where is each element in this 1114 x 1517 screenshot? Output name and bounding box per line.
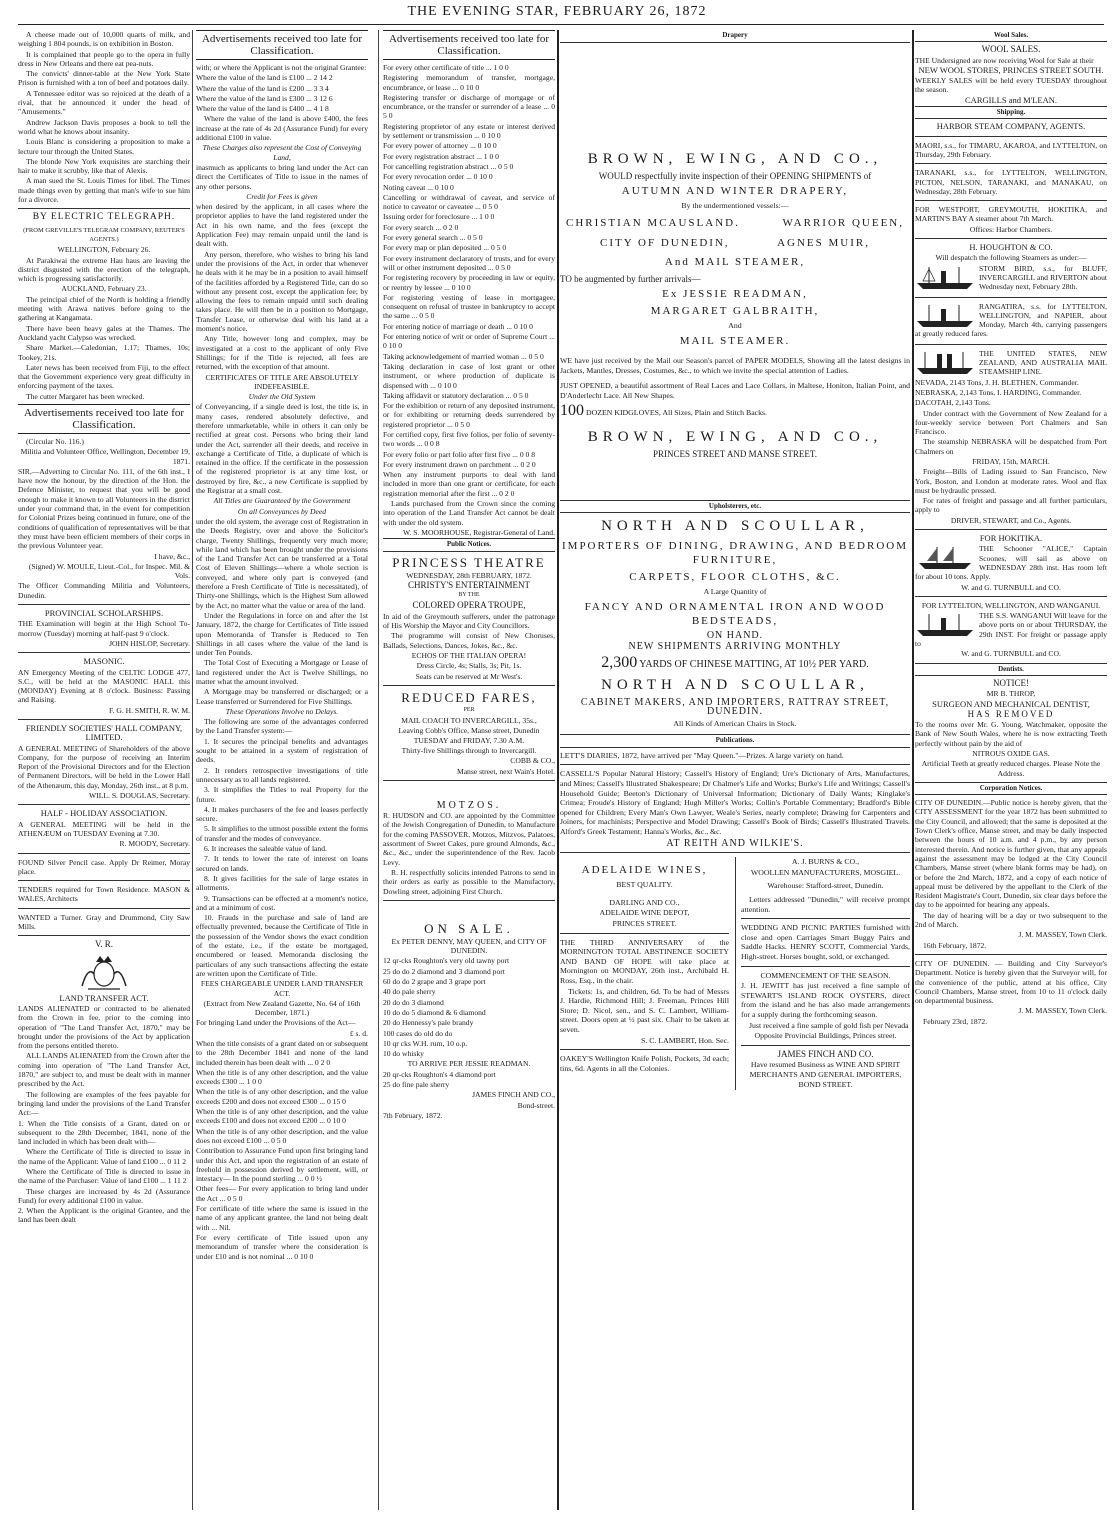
ad-body: R. H. respectfully solicits intended Patrons to send in their orders as early as possible to the Manufactory, Dowling street, adjoining First Church. — [383, 867, 555, 896]
subhead: These Charges also represent the Cost of Conveying Land, — [202, 143, 362, 162]
ad-line: WOULD respectfully invite inspection of their OPENING SHIPMENTS of — [598, 170, 872, 181]
ad-body: THE Schooner "ALICE," Captain Scoones, will sail as above on WEDNESDAY 28th inst. Has room left for about 10 tons. Apply. — [915, 544, 1107, 582]
list-item: 7. It tends to lower the rate of interest on loans secured on lands. — [196, 854, 368, 873]
dateline: AUCKLAND, February 23. — [61, 284, 147, 294]
fee-row: For registering vesting of lease in mortgagee, consequent on refusal of trustee in bankruptcy to accept the same ... 0 5 0 — [383, 292, 555, 321]
ad-body: The following are some of the advantages conferred by the Land Transfer system:— — [196, 717, 368, 736]
ad-body: Where the Certificate of Title is directed to issue in the name of the Purchaser: Value of land £100 ... 1 11 2 — [18, 1166, 190, 1186]
list-item: 10 qr cks W.H. rum, 10 o.p. — [383, 1038, 468, 1048]
ad-body: AN Emergency Meeting of the CELTIC LODGE 477, S.C., will be held at the MASONIC HALL this (MONDAY) Evening at 8 o'clock. Business: Passing and Raising. — [18, 667, 190, 705]
ad-body: WE have just received by the Mail our Season's parcel of PAPER MODELS, Showing all the latest designs in Jackets, Mantles, Dresses, Costumes, &c., to which we invite the special attention of Ladies. — [560, 355, 910, 375]
ad-signature: CARGILLS and M'LEAN. — [965, 94, 1057, 105]
ad-signature: R. MOODY, Secretary. — [119, 839, 190, 849]
list-item: 100 cases do old do do — [383, 1028, 453, 1038]
ad-body: of Conveyancing, if a single deed is lost, the title is, in many cases, rendered absolutely defective, and therefore unmarketable, while in others it can only be rectified at great cost. Persons who bring their land under the Act, surrender all their deeds, and receive in exchange a Certificate of Title, a duplicate of which is retained in the office. If the certificate in the possession of the registered proprietor is at any time lost, or destroyed by fire, &c., a new Certificate is supplied by the Registrar at a small cost. — [196, 402, 368, 496]
ad-signature: J. M. MASSEY, Town Clerk. — [1018, 1006, 1107, 1016]
list-item: 60 do do 2 grape and 3 grape port — [383, 977, 486, 987]
ad-title: ON SALE. — [424, 920, 514, 936]
fee-row: Noting caveat ... 0 10 0 — [383, 182, 454, 192]
ad-line: SURGEON AND MECHANICAL DENTIST, — [932, 698, 1090, 709]
ship-name: AGNES MUIR, — [777, 236, 870, 249]
list-item: 3. It simplifies the Titles to real Property for the future. — [196, 785, 368, 804]
subhead: On all Conveyances by Deed — [237, 506, 327, 516]
firm-address: PRINCES STREET AND MANSE STREET. — [653, 448, 817, 459]
ad-title: AUTUMN AND WINTER DRAPERY, — [621, 185, 849, 198]
ad-signature: J. M. MASSEY, Town Clerk. — [1018, 930, 1107, 940]
list-item: 10. Frauds in the purchase and sale of land are effectually prevented, because the Certificate of Title in the possession of the Vendor shows the exact condition of the estate, i.e., if the estate be mortgaged, encumbered or leased. Memoranda disclosing the particulars of any such transactions affecting the estate are written upon the Certificate of Title. — [196, 913, 368, 978]
ad-body: JUST OPENED, a beautiful assortment of Real Laces and Lace Collars, in Maltese, Honiton, Italian Point, and D'Anderlecht Lace. All New Shapes. — [560, 381, 910, 400]
list-item: 20 qr-cks Roughton's 4 diamond port — [383, 1069, 496, 1079]
fee-row: When the title is of any other description, and the value does not exceed £100 ... 0 5 0 — [196, 1126, 368, 1145]
ad-body: Tickets: 1s, and children, 6d. To be had of Messrs J. Hardie, Richmond Hill; J. Freeman, Princes Hill Store; D. Nicol, sen., and S. C. Lambert, William-street. Doors open at ½ past six. Chair to be taken at seven. — [560, 986, 729, 1034]
column-3 — [383, 30, 555, 1121]
firm-name: JAMES FINCH AND CO. — [777, 1048, 874, 1059]
fee-row: Registering transfer or discharge of mortgage or of encumbrance, or the transfer or surrender of a lease ... 0 5 0 — [383, 92, 555, 121]
ship-name: Ex JESSIE READMAN, — [662, 288, 808, 301]
ad-body: The Total Cost of Executing a Mortgage or Lease of land registered under the Act is Twelve Shillings, no matter what the amount involved. — [196, 658, 368, 686]
list-item: 20 do do 3 diamond — [383, 997, 444, 1007]
news-item: There have been heavy gales at the Thames. The Auckland yacht Calypso was wrecked. — [18, 323, 190, 342]
ship-name: WARRIOR QUEEN, — [782, 216, 904, 229]
steamer-icon — [915, 265, 975, 291]
ad-body: Any person, therefore, who wishes to bring his land under the provisions of the Act, in order that whenever he deals with it he may be in a position to avail himself of the facilities afforded by a Registered Title, can do so without any present cost, except the application fee; by allowing the fees to remain unpaid until such dealing takes place. He will then be in a position to Mortgage, Transfer Lease, or otherwise deal with his land at a moment's notice. — [196, 249, 368, 334]
list-item: 25 do do 2 diamond and 3 diamond port — [383, 966, 505, 976]
ad-body: LETT'S DIARIES, 1872, have arrived per "May Queen."—Prizes. A large variety on hand. — [560, 750, 844, 760]
section-header: Public Notices. — [383, 538, 555, 551]
ad-title: PROVINCIAL SCHOLARSHIPS. — [44, 608, 164, 619]
ad-line: Seats can be reserved at Mr West's. — [415, 671, 523, 681]
fee-row: For the exhibition or return of any deposited instrument, or for exhibiting or returning deeds surrendered by registered proprietor ... 0 5 0 — [383, 401, 555, 429]
list-item: 10 do whisky — [383, 1049, 424, 1059]
ad-body: For rates of freight and passage and all further particulars, apply to — [915, 496, 1107, 515]
fee-row: Taking declaration in case of lost grant or other instrument, or where production of duplicate is dispensed with ... 0 10 0 — [383, 361, 555, 390]
fee-row: For every instrument drawn on parchment ... 0 2 0 — [383, 459, 536, 469]
ad-body: A Mortgage may be transferred or discharged; or a Lease transferred or Surrendered for Five Shillings. — [196, 687, 368, 706]
ad-signature: S. C. LAMBERT, Hon. Sec. — [641, 1035, 729, 1045]
wine-list — [383, 956, 555, 1058]
ad-date: 16th February, 1872. — [923, 940, 987, 950]
steamer-icon — [915, 350, 975, 376]
ad-line: PRINCES STREET. — [612, 919, 677, 928]
column-divider — [557, 30, 559, 1510]
firm-name: NORTH AND SCOULLAR, — [601, 676, 869, 693]
list-item: 4. It makes purchasers of the fee and leases perfectly secure. — [196, 804, 368, 824]
royal-crest-icon — [74, 952, 134, 992]
fee-row: Issuing order for foreclosure ... 1 0 0 — [383, 212, 495, 222]
ad-body: MAORI, s.s., for TIMARU, AKAROA, and LYTTELTON, on Thursday, 29th February. — [915, 140, 1107, 159]
ad-line: Opposite Provincial Buildings, Princes street. — [754, 1031, 897, 1041]
ad-line: TO be augmented by further arrivals— — [560, 273, 701, 284]
ad-line: ADELAIDE WINE DEPOT, — [599, 908, 690, 918]
list-item: 6. It increases the saleable value of land. — [204, 844, 327, 854]
news-item: Share Market.—Caledonian, 1.17; Thames, 10s; Tookey, 21s. — [18, 343, 190, 362]
subhead: CERTIFICATES OF TITLE ARE ABSOLUTELY INDEFEASIBLE. — [205, 372, 359, 391]
list-item: 25 do fine pale sherry — [383, 1080, 450, 1090]
quantity: 100 — [560, 402, 584, 420]
ad-title: CARPETS, FLOOR CLOTHS, &C. — [629, 571, 841, 584]
ad-line: Ex PETER DENNY, MAY QUEEN, and CITY OF DUNEDIN. — [391, 936, 547, 956]
ad-line: NEBRASKA, 2,143 Tons, I. HARDING, Commander. — [915, 387, 1082, 397]
ad-body: TARANAKI, s.s., for LYTTELTON, WELLINGTON, PICTON, NELSON, TARANAKI, and MANAKAU, on Wednesday, 28th February. — [915, 168, 1107, 196]
ad-body: when desired by the applicant, in all cases where the proprietor applies to have the land registered under the Act in his own name, and the fees (except the Application Fee) may remain unpaid until the land is dealt with. — [196, 202, 368, 249]
ad-line: I have, &c., — [154, 551, 190, 561]
list-item: 20 do Hennessy's pale brandy — [383, 1018, 474, 1028]
ad-line: YARDS OF CHINESE MATTING, AT 10½ PER YARD. — [639, 658, 869, 670]
subhead: These Operations Involve no Delays. — [225, 706, 339, 716]
list-item: 40 do pale sherry — [383, 987, 436, 997]
fee-row: Where the value of the land is £300 ... 3 12 6 — [196, 93, 333, 103]
ad-body: ALL LANDS ALIENATED from the Crown after the coming into operation of "The Land Transfer Act, 1870," are subject to, and must be dealt with in manner prescribed by the Act. — [18, 1051, 190, 1089]
ad-signature: F. G. H. SMITH, R. W. M. — [108, 705, 190, 715]
fee-row: When the title is of any other description, and the value exceeds £100 and does not exceed £200 ... 0 10 0 — [196, 1107, 368, 1126]
ad-title: WOOLLEN MANUFACTURERS, MOSGIEL. — [750, 867, 901, 877]
ad-body: CITY OF DUNEDIN. — Building and City Surveyor's Department. Notice is hereby given that the Surveyor will, for the convenience of the public, attend at his office, City Council Chambers, Manse street, from 10 to 11 o'clock daily on departmental business. — [915, 958, 1107, 1006]
ad-title: REDUCED FARES, — [401, 689, 537, 705]
ad-line: DACOTAH, 2,143 Tons. — [915, 398, 991, 408]
dateline: WELLINGTON, February 26. — [57, 245, 151, 255]
news-item: A cheese made out of 10,000 quarts of milk, and weighing 1 804 pounds, is on exhibition in Boston. — [18, 30, 190, 49]
fee-row: For every folio or part folio after first five ... 0 0 8 — [383, 449, 536, 459]
ad-body: The following are examples of the fees payable for bringing land under the provisions of the Land Transfer Act:— — [18, 1089, 190, 1118]
ad-body: WEDDING AND PICNIC PARTIES furnished with close and open Carriages Smart Buggy Pairs and Saddle Hacks. HENRY SCOTT, Commercial Yards, High-street. Horses bought, sold, or exchanged. — [741, 923, 910, 961]
ad-body: Just received a fine sample of gold fish per Nevada — [749, 1020, 909, 1030]
ad-title: FOR LYTTELTON, WELLINGTON, AND WANGANUI. — [921, 600, 1101, 610]
ad-body: These charges are increased by 4s 2d (Assurance Fund) for every additional £100 in value. — [18, 1186, 190, 1205]
list-item: 8. It gives facilities for the sale of large estates in allotments. — [196, 873, 368, 893]
ad-line: BY THE — [458, 592, 480, 599]
ad-line: DARLING AND CO., — [609, 897, 680, 907]
ad-body: To the rooms over Mr. G. Young, Watchmaker, opposite the Bank of New South Wales, where he is now extracting Teeth perfectly without pain by the aid of — [915, 720, 1107, 748]
fee-row: For every general search ... 0 5 0 — [383, 233, 483, 243]
fee-row: Taking affidavit or statutory declaration ... 0 5 0 — [383, 390, 529, 400]
ad-body: TENDERS required for Town Residence. MASON & WALES, Architects — [18, 885, 190, 904]
ad-signature: W. and G. TURNBULL and CO. — [961, 649, 1061, 659]
ad-body: STORM BIRD, s.s., for BLUFF, INVERCARGILL and RIVERTON about Wednesday next, February 28th. — [979, 263, 1107, 292]
ad-body: Letters addressed "Dunedin," will receive prompt attention. — [741, 895, 910, 914]
ad-line: NITROUS OXIDE GAS. — [972, 749, 1050, 758]
column-4 — [560, 30, 910, 1090]
ad-body: J. H. JEWITT has just received a fine sample of STEWART'S ISLAND ROCK OYSTERS, direct from the island and he has also made arrangements for a supply during the forthcoming season. — [741, 981, 910, 1019]
fee-row: For every registration abstract ... 1 0 0 — [383, 151, 499, 161]
column-2 — [196, 30, 368, 1262]
ad-line: MAIL COACH TO INVERCARGILL, 35s., — [401, 716, 537, 726]
ad-body: 2. When the Applicant is the original Grantee, and the land has been dealt — [18, 1206, 190, 1225]
ad-date: February 23rd, 1872. — [923, 1016, 988, 1026]
ad-line: (Circular No. 116.) — [26, 436, 84, 446]
ad-line: NEW WOOL STORES, PRINCES STREET SOUTH. — [918, 64, 1104, 75]
ad-line: NEVADA, 2143 Tons, J. H. BLETHEN, Commander. — [915, 377, 1079, 387]
ad-body: RANGATIRA, s.s. for LYTTELTON, WELLINGTON, and NAPIER, about Monday, March 4th, carrying passengers at greatly reduced fares. — [915, 301, 1107, 339]
ad-body: CASSELL'S Popular Natural History; Cassell's History of England; Ure's Dictionary of Arts, Manufactures, and Mines; Cassell's Illustrated Shakespeare; Dr Chalmer's Life and Works; Burke's Life and Writings; Cassell's Household Guide; Beeton's Dictionary of Universal Information; Dictionary of Daily Wants; Kinglake's Crimea; Froude's History of England; Hugh Miller's Works; Collin's Portable Commentary; Bradford's Bible opened for Children; Every Man's Own Lawyer, Weale's Series, nearly complete; Drawing for Carpenters and Joiners, for machinists; Perspective and Model Drawing; Cassell's Book of Birds; Cassell's Illustrated Travels. Alford's Greek Testament; Hanna's Works, &c., &c. — [560, 769, 910, 837]
fee-row: Taking acknowledgement of married woman ... 0 5 0 — [383, 351, 544, 361]
ad-signature: JAMES FINCH AND CO., — [472, 1090, 555, 1100]
ad-line: Offices: Harbor Chambers. — [969, 224, 1053, 234]
ad-line: MR B. THROP, — [986, 689, 1036, 699]
ad-line: The Officer Commanding Militia and Volunteers, Dunedin. — [18, 581, 190, 600]
ad-title: MOTZOS. — [436, 799, 502, 811]
fee-row: Registering memorandum of transfer, mortgage, encumbrance, or lease ... 0 10 0 — [383, 73, 555, 92]
firm-name: BROWN, EWING, AND CO., — [587, 428, 883, 445]
ad-body: The day of hearing will be a day or two subsequent to the 2nd of March. — [915, 910, 1107, 930]
list-item: 5. It simplifies to the utmost possible extent the forms of transfer and the modes of conveyance. — [196, 824, 368, 843]
fee-row: When the title is of any other description, and the value exceeds £300 ... 1 0 0 — [196, 1067, 368, 1087]
fee-row: For every power of attorney ... 0 10 0 — [383, 141, 497, 151]
fee-row: Registering proprietor of any estate or interest derived by settlement or transmission ... 0 10 0 — [383, 121, 555, 141]
fee-row: When the title consists of a grant dated on or subsequent to the 28th December 1841 and none of the land included therein has been dealt with ... 0 2 0 — [196, 1038, 368, 1067]
ad-line: A Large Quantity of — [703, 587, 767, 597]
list-item: 1. It secures the principal benefits and advantages sought to be attained in a system of registration of deeds. — [196, 736, 368, 765]
fee-row: For every revocation order ... 0 10 0 — [383, 172, 493, 182]
ad-body: A GENERAL MEETING of Shareholders of the above Company, for the purpose of receiving an Interim Report of the Provisional Directors and for the Election of Permanent Directors, will be held in the Lower Hall of the Athenæum, this day, Monday, 26th inst., at 8 p.m. — [18, 743, 190, 790]
royal-cypher: V. R. — [94, 939, 114, 950]
ad-body: FOR WESTPORT, GREYMOUTH, HOKITIKA, and MARTIN'S BAY A steamer about 7th March. — [915, 205, 1107, 224]
section-header: Advertisements received too late for Classification. — [383, 30, 555, 60]
ad-line: DOZEN KIDGLOVES, All Sizes, Plain and Stitch Backs. — [585, 408, 767, 418]
section-header: Wool Sales. — [915, 30, 1107, 42]
fee-row: For every instrument declaratory of trusts, and for every will or other instrument deposited ... 0 5 0 — [383, 253, 555, 272]
ad-line: ON HAND. — [706, 629, 764, 641]
fee-row: For entering notice of marriage or death ... 0 10 0 — [383, 321, 533, 331]
ad-body: THE THIRD ANNIVERSARY of the MORNINGTON TOTAL ABSTINENCE SOCIETY AND BAND OF HOPE will take place at Mornington on MONDAY, 26th inst., Archibald H. Ross, Esq., in the chair. — [560, 937, 729, 985]
ad-title: ADELAIDE WINES, — [581, 864, 708, 877]
ad-body: In aid of the Greymouth sufferers, under the patronage of His Worship the Mayor and City Councillors. — [383, 611, 555, 631]
steamer-icon — [915, 303, 975, 329]
fee-row: When any instrument purports to deal with land included in more than one grant or certificate, for each registration memorial after the first ... 0 2 0 — [383, 470, 555, 498]
fee-row: For every certificate of Title issued upon any memorandum of transfer where the consideration is under £10 and is not nominal ... 0 10 0 — [196, 1232, 368, 1261]
ad-body: FOUND Silver Pencil case. Apply Dr Reimer, Moray place. — [18, 857, 190, 876]
ad-body: OAKEY'S Wellington Knife Polish, Pockets, 3d each; tins, 6d. Agents in all the Colonies. — [560, 1054, 729, 1073]
section-header: Corporation Notices. — [915, 782, 1107, 795]
quantity: 2,300 — [601, 653, 638, 671]
subhead: Credit for Fees is given — [246, 191, 318, 201]
fee-row: For entering notice of writ or order of Supreme Court ... 0 10 0 — [383, 332, 555, 351]
list-item: 2. It renders retrospective investigations of title unnecessary as to all lands registered. — [196, 765, 368, 784]
ad-body: CITY OF DUNEDIN.—Public notice is hereby given, that the CITY ASSESSMENT for the year 1872 has been submitted to the City Council, and allowed; that the same is deposited at the Town Clerk's office, Manse street, and may be daily inspected between the hours of 10 a.m. and 4 p.m., by any person interested therein. And notice is further given, that any appeals against the assessment may be lodged at the City Council Chambers, Manse street (where blank forms may be had), on or before the 2nd March, 1872, and a copy of each notice of appeal must be delivered by the appellant to the Clerk of the Resident Magistrate's Court, Dunedin, six clear days before the day to be appointed for hearing any appeals. — [915, 798, 1107, 910]
ad-body: The steamship NEBRASKA will be despatched from Port Chalmers on — [915, 437, 1107, 456]
ad-signature: W. S. MOORHOUSE, Registrar-General of Land. — [402, 527, 555, 537]
ad-line: Leaving Cobb's Office, Manse street, Dunedin TUESDAY and FRIDAY, 7.30 A.M. — [398, 726, 540, 745]
ad-line: Thirty-five Shillings through to Invercargill. — [401, 746, 537, 755]
ad-body: under the old system, the average cost of Registration in the Deeds Registry, over and above the Solicitor's charge, Twenty Shillings, frequently very much more; while land which has been brought under the provisions of the Land Transfer Act can be transferred at a Total Cost of Eleven Shillings—where a whole section is conveyed, and where only part is conveyed (and therefore a Fresh Certificate of Title is necessitated), of Thirty-one Shillings, which is the Highest Sum allowed by the Act, no matter what the value or area of the land. — [196, 516, 368, 610]
ship-name: CITY OF DUNEDIN, — [600, 236, 730, 249]
fee-row: Cancelling or withdrawal of caveat, and service of notice to caveator or caveatee ... 0 5 0 — [383, 192, 555, 212]
ad-signature: DRIVER, STEWART, and Co., Agents. — [950, 515, 1072, 525]
ad-signature: AT REITH AND WILKIE'S. — [666, 837, 804, 849]
ad-title: FOR HOKITIKA. — [979, 533, 1043, 544]
ad-date: 7th February, 1872. — [383, 1110, 443, 1120]
fee-row: Contribution to Assurance Fund upon first bringing land under this Act, and upon the registration of an estate of freehold in possession derived by settlement, will, or intestacy— In the pound sterling ... 0 0 ½ — [196, 1146, 368, 1184]
ad-body: Under the Regulations in force on and after the 1st January, 1872, the charge for Certificates of Title issued upon Memoranda of Transfer is Reduced to Ten Shillings in all cases where the value of the land is under Ten Pounds. — [196, 610, 368, 658]
ad-title: IMPORTERS OF DINING, DRAWING, AND BEDROOM FURNITURE, — [562, 540, 908, 567]
fee-row: Other fees— For every application to bring land under the Act ... 0 5 0 — [196, 1184, 368, 1203]
news-item: A man sued the St. Louis Times for libel. The Times made things even by getting that man's wife to sue him for a divorce. — [18, 176, 190, 205]
section-header: Advertisements received too late for Classification. — [18, 404, 190, 434]
ad-body: WANTED a Turner. Gray and Drummond, City Saw Mills. — [18, 912, 190, 932]
top-rule — [18, 24, 1104, 25]
news-item: Louis Blanc is considering a proposition to make a lecture tour through the United States. — [18, 137, 190, 156]
fee-row: Where the value of the land is £100 ... 2 14 2 — [196, 73, 333, 83]
ad-line: BEST QUALITY. — [616, 880, 673, 890]
ad-body: Have resumed Business as WINE AND SPIRIT MERCHANTS AND GENERAL IMPORTERS, BOND STREET. — [749, 1060, 902, 1089]
fee-row: For every other certificate of title ... 1 0 0 — [383, 63, 509, 72]
fee-row: When the title is of any other description, and the value exceeds £200 and does not exceed £300 ... 0 15 0 — [196, 1087, 368, 1106]
section-header: Upholsterers, etc. — [560, 500, 910, 514]
ad-line: FRIDAY, 15th, MARCH. — [972, 456, 1050, 466]
firm-name: BROWN, EWING, AND CO., — [587, 150, 883, 167]
ad-line: Dress Circle, 4s; Stalls, 3s; Pit, 1s. — [416, 661, 522, 671]
steamer-icon — [915, 612, 975, 638]
subhead: Under the Old System — [248, 392, 316, 402]
news-item: Later news has been received from Fiji, to the effect that the Government experience very great difficulty in enforcing payment of the taxes. — [18, 362, 190, 391]
ad-line: Will despatch the following Steamers as under:— — [935, 253, 1087, 263]
news-item: At Parakiwai the extreme Hau haus are leaving the district disgusted with the erection of the telegraph, which is progressing satisfactorily. — [18, 255, 190, 284]
list-item: 10 do do 5 diamond & 6 diamond — [383, 1007, 486, 1017]
ad-line: PER — [463, 706, 475, 713]
firm-name: NORTH AND SCOULLAR, — [601, 518, 869, 535]
ad-line: Manse street, next Wain's Hotel. — [456, 766, 555, 776]
section-header: Advertisements received too late for Classification. — [196, 30, 368, 60]
section-header: Dentists. — [915, 663, 1107, 676]
ad-body: THE Examination will begin at the High School To-morrow (Tuesday) morning at half-past 9 o'clock. — [18, 619, 190, 638]
subhead: All Titles are Guaranteed by the Government — [213, 496, 351, 506]
section-header: Publications. — [560, 734, 910, 748]
column-5 — [915, 30, 1107, 1027]
fee-row: For certificate of title where the same is issued in the name of any applicant grantee, the land not being dealt with ... Nil. — [196, 1204, 368, 1232]
ad-line: TO ARRIVE PER JESSIE READMAN. — [407, 1059, 531, 1069]
news-item: Andrew Jackson Davis proposes a book to tell the world what he knows about insanity. — [18, 117, 190, 136]
ship-name: And MAIL STEAMER, — [664, 255, 806, 268]
section-header: Shipping. — [915, 106, 1107, 119]
list-item: 12 qr-cks Roughton's very old tawny port — [383, 956, 510, 966]
telegraph-source: (FROM GREVILLE'S TELEGRAM COMPANY, REUTER'S AGENTS.) — [23, 226, 185, 243]
news-item: The convicts' dinner-table at the New York State Prison is furnished with a ton of beef and potatoes daily. — [18, 69, 190, 88]
column-divider — [378, 30, 379, 1510]
news-item: The cutter Margaret has been wrecked. — [26, 391, 145, 401]
ad-line: And — [728, 321, 742, 331]
ad-signature: WILL. S. DOUGLAS, Secretary. — [89, 791, 190, 801]
ad-line: Bond-street. — [517, 1100, 555, 1110]
ad-signature: COBB & CO., — [510, 756, 555, 766]
ad-body: The programme will consist of New Choruses, Ballads, Selections, Dances, Jokes, &c., &c. — [383, 631, 555, 650]
ad-title: NOTICE! — [993, 677, 1029, 688]
ad-line: Warehouse: Stafford-street, Dunedin. — [767, 881, 884, 891]
ad-body: THE S.S. WANGANUI Will leave for the above ports on or about THURSDAY, the 29th INST. For freight or passage apply to — [915, 611, 1107, 649]
ad-line: (Extract from New Zealand Gazette, No. 64 of 16th December, 1871.) — [203, 998, 361, 1018]
ad-line: COLORED OPERA TROUPE, — [412, 600, 526, 611]
ad-title: MASONIC. — [83, 656, 125, 667]
schooner-icon — [915, 545, 975, 571]
ad-title: FRIENDLY SOCIETIES' HALL COMPANY, LIMITED. — [25, 723, 183, 743]
ad-body: LANDS ALIENATED or contracted to be alienated from the Crown in fee, prior to the coming into operation of "The Land Transfer Act, 1870," may be brought under the provisions of the Act by application from the persons entitled thereto. — [18, 1003, 190, 1051]
ship-name: MARGARET GALBRAITH, — [650, 305, 820, 318]
ad-body: 1. When the Title consists of a Grant, dated on or subsequent to the 28th December, 1841, none of the land included in which has been dealt with— — [18, 1118, 190, 1147]
ad-body: SIR,—Adverting to Circular No. 111, of the 6th inst., I have now the honour, by the direction of the Hon. the Defence Minister, to request that you will be good enough to make it known to all Volunteers in the district under your command that, in the event for competition for Colonial Prizes being continued in future, one of the conditions of qualification of representatives will be that they must have been efficient members of their corps in the previous Volunteer year. — [18, 466, 190, 551]
firm-address: CABINET MAKERS, AND IMPORTERS, RATTRAY STREET, DUNEDIN. — [580, 696, 890, 718]
section-header: Drapery — [560, 30, 910, 43]
ad-title: FANCY AND ORNAMENTAL IRON AND WOOD BEDSTEADS, — [584, 600, 886, 627]
ad-title: HARBOR STEAM COMPANY, AGENTS. — [936, 121, 1086, 132]
list-item: 9. Transactions can be effected at a moment's notice, and at a minimum of cost. — [196, 893, 368, 912]
firm-name: A. J. BURNS & CO., — [791, 857, 860, 867]
column-1 — [18, 30, 190, 1226]
masthead: THE EVENING STAR, FEBRUARY 26, 1872 — [407, 4, 707, 19]
ad-body: THE Undersigned are now receiving Wool for Sale at their — [915, 55, 1094, 65]
column-divider — [912, 30, 914, 1510]
ship-name: CHRISTIAN MCAUSLAND. — [566, 216, 740, 229]
firm-name: H. HOUGHTON & CO. — [969, 242, 1053, 253]
fee-row: For every search ... 0 2 0 — [383, 222, 459, 232]
ad-body: Freight—Bills of Lading issued to San Francisco, New York, Boston, and London at moderate rates. Wool and flax must be hydraulic pressed. — [915, 467, 1107, 495]
ad-title: LAND TRANSFER ACT. — [59, 992, 149, 1003]
fee-row: For certified copy, first five folios, per folio of seventy-two words ... 0 0 8 — [383, 429, 555, 449]
fee-row: Where the value of the land is £400 ... 4 1 8 — [196, 104, 329, 114]
right-subcolumn — [735, 857, 910, 1090]
ad-title: HALF - HOLIDAY ASSOCIATION. — [40, 808, 168, 819]
news-item: The blonde New York exquisites are starching their hair to make it scrubby, like that of Alexis. — [18, 156, 190, 176]
ad-title: PRINCESS THEATRE — [392, 554, 546, 570]
ad-body: Where the Certificate of Title is directed to issue in the name of the Applicant: Value of land £100 ... 0 11 2 — [18, 1147, 190, 1166]
ad-body: A GENERAL MEETING will be held in the ATHENÆUM on TUESDAY Evening at 7.30. — [18, 819, 190, 838]
news-item: A Tennessee editor was so rejoiced at the death of a rival, that he announced it under the head of "Amusements." — [18, 88, 190, 117]
column-divider — [192, 30, 193, 1510]
ad-body: Lands purchased from the Crown since the coming into operation of the Land Transfer Act cannot be dealt with under the old system. — [383, 499, 555, 527]
news-item: The principal chief of the North is holding a friendly meeting with Arawa natives before going to the gathering at Kangamata. — [18, 294, 190, 323]
ad-line: NEW SHIPMENTS ARRIVING MONTHLY — [628, 641, 842, 653]
fee-row: Where the value of the land is £200 ... 3 3 4 — [196, 83, 329, 93]
ad-title: WOOL SALES. — [981, 44, 1041, 55]
ad-signature: W. and G. TURNBULL and CO. — [961, 582, 1061, 592]
ad-body: Any Title, however long and complex, may be investigated at a cost to the applicant of only Five Shillings; for if the Title is rejected, all fees are returned, with the exception of that amount. — [196, 334, 368, 372]
news-item: It is complained that people go to the opera in fully dress in New Orleans and there eat pea-nuts. — [18, 49, 190, 68]
ad-line: ECHOS OF THE ITALIAN OPERA! — [411, 650, 527, 660]
ad-line: Artificial Teeth at greatly reduced charges. Please Note the Address. — [921, 759, 1101, 778]
telegraph-title: BY ELECTRIC TELEGRAPH. — [32, 212, 176, 223]
ad-line: HAS REMOVED — [967, 708, 1055, 719]
fee-row: For every map or plan deposited ... 0 5 0 — [383, 243, 507, 253]
left-subcolumn — [560, 857, 729, 1090]
ad-line: WEDNESDAY, 28th FEBRUARY, 1872. — [406, 570, 532, 580]
ad-signature: (Signed) W. MOULE, Lieut.-Col., for Inspec. Mil. & Vols. — [28, 561, 190, 581]
fee-row: For cancelling registration abstract ... 0 5 0 — [383, 161, 514, 171]
ship-name: MAIL STEAMER. — [679, 334, 791, 347]
ad-body: inasmuch as applicants to bring land under the Act can direct the Certificates of Title to issue in the names of any other persons. — [196, 162, 368, 191]
ad-body: Where the value of the land is above £400, the fees increase at the rate of 4s 2d (Assurance Fund) for every additional £100 in value. — [196, 114, 368, 143]
fee-columns: £ s. d. — [349, 1028, 368, 1038]
fee-row: For registering recovery by proceeding in law or equity, or reentry by lessee ... 0 10 0 — [383, 273, 555, 292]
ad-title: COMMENCEMENT OF THE SEASON. — [760, 970, 891, 980]
ad-line: Militia and Volunteer Office, Wellington, December 19, 1871. — [20, 447, 190, 466]
ad-body: WEEKLY SALES will be held every TUESDAY throughout the season. — [915, 76, 1107, 95]
subhead: FEES CHARGEABLE UNDER LAND TRANSFER ACT. — [200, 979, 364, 998]
ad-line: CHRISTY'S ENTERTAINMENT — [407, 579, 531, 590]
ad-signature: JOHN HISLOP, Secretary. — [109, 638, 190, 648]
ad-body: Under contract with the Government of New Zealand for a four-weekly service between Port Chalmers and San Francisco. — [915, 408, 1107, 437]
ad-body: THE UNITED STATES, NEW ZEALAND, AND AUSTRALIA MAIL STEAMSHIP LINE. — [979, 348, 1107, 377]
ad-line: By the undermentioned vessels:— — [681, 201, 789, 211]
ad-body: with; or where the Applicant is not the original Grantee: — [196, 63, 367, 72]
ad-body: R. HUDSON and CO. are appointed by the Committee of the Jewish Congregation of Dunedin, to Manufacture for the coming PASSOVER, Motzos, Mitzvos, Palatoes, assortment of Sweet Cakes, pure ground Almonds, &c., &c., &c., under the superintendence of the Rev. Jacob Levy. — [383, 811, 555, 867]
ad-line: All Kinds of American Chairs in Stock. — [673, 718, 797, 728]
ad-line: For bringing Land under the Provisions of the Act— — [196, 1018, 356, 1028]
